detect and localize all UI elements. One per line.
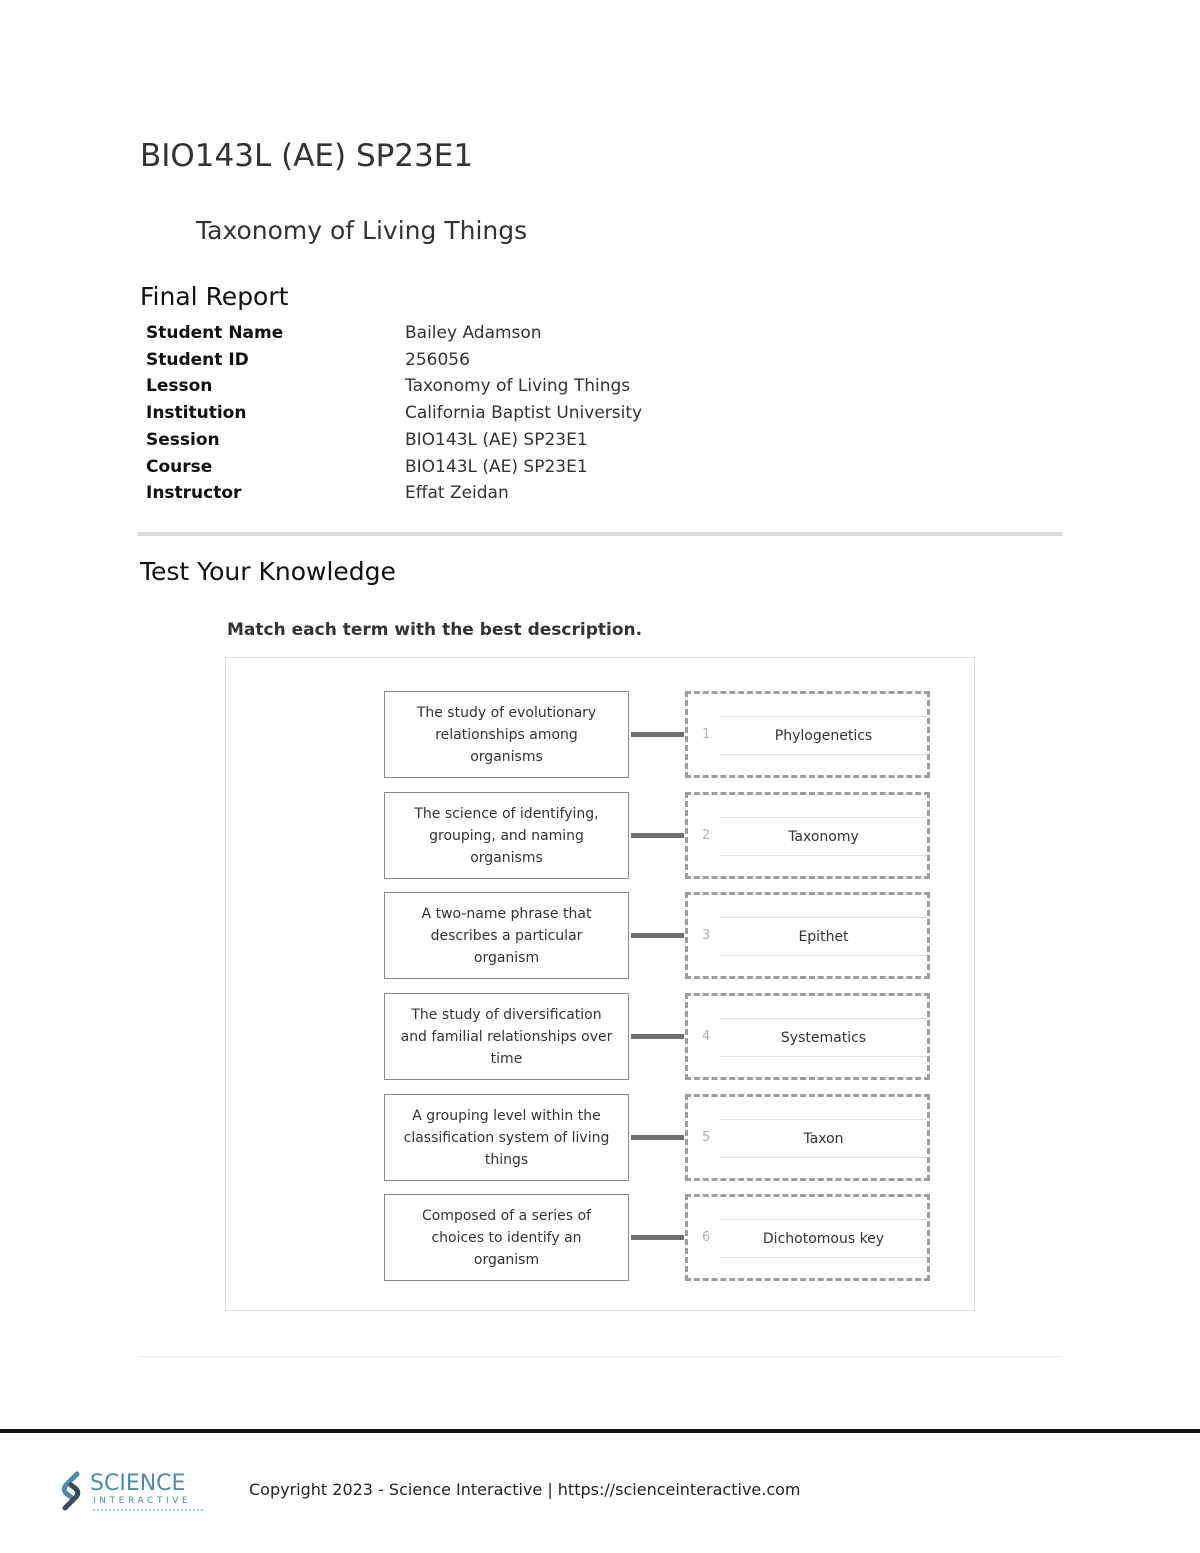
- description-card[interactable]: [384, 993, 629, 1080]
- match-connector: [631, 732, 684, 737]
- logo-subword: INTERACTIVE: [93, 1496, 192, 1506]
- term-label[interactable]: Epithet: [720, 917, 927, 956]
- footer-rule: [0, 1429, 1200, 1433]
- report-value: California Baptist University: [405, 403, 643, 424]
- report-row-lesson: [146, 373, 642, 400]
- description-text: A grouping level within the classification system of living things: [403, 1107, 610, 1168]
- description-text: A two-name phrase that describes a particular organism: [421, 905, 592, 966]
- quiz-instruction: Match each term with the best description.: [227, 620, 643, 640]
- report-label: Student ID: [146, 349, 249, 370]
- final-report-heading: Final Report: [140, 282, 289, 311]
- term-label[interactable]: Taxon: [720, 1119, 927, 1158]
- description-card[interactable]: [384, 691, 629, 778]
- report-value: BIO143L (AE) SP23E1: [405, 429, 588, 450]
- report-row-instructor: [146, 480, 642, 507]
- section-divider: [138, 1356, 1062, 1357]
- section-divider: [138, 532, 1062, 536]
- match-connector: [631, 833, 684, 838]
- description-card[interactable]: [384, 892, 629, 979]
- report-info-table: [146, 320, 642, 507]
- term-drop-zone[interactable]: [685, 1194, 930, 1281]
- term-number: 3: [702, 928, 711, 943]
- term-drop-zone[interactable]: [685, 993, 930, 1080]
- term-label[interactable]: Taxonomy: [720, 817, 927, 856]
- lesson-title: Taxonomy of Living Things: [196, 216, 528, 245]
- science-interactive-logo: [57, 1468, 207, 1516]
- match-connector: [631, 1135, 684, 1140]
- description-text: Composed of a series of choices to identify an organism: [421, 1207, 592, 1268]
- course-title: BIO143L (AE) SP23E1: [140, 138, 474, 174]
- report-label: Institution: [146, 403, 247, 424]
- footer-copyright: Copyright 2023 - Science Interactive | https://scienceinteractive.com: [249, 1480, 801, 1499]
- description-card[interactable]: [384, 792, 629, 879]
- match-connector: [631, 933, 684, 938]
- term-drop-zone[interactable]: [685, 691, 930, 778]
- description-card[interactable]: [384, 1194, 629, 1281]
- report-label: Course: [146, 456, 213, 477]
- report-label: Lesson: [146, 376, 213, 397]
- report-row-student-name: [146, 320, 642, 347]
- logo-word: SCIENCE: [90, 1471, 186, 1496]
- logo-mark-icon: [64, 1474, 78, 1508]
- term-number: 4: [702, 1029, 711, 1044]
- description-card[interactable]: [384, 1094, 629, 1181]
- report-label: Instructor: [146, 483, 242, 504]
- report-label: Student Name: [146, 323, 284, 343]
- report-row-session: [146, 427, 642, 454]
- description-text: The study of diversification and familial relationships over time: [400, 1006, 613, 1067]
- term-number: 2: [702, 828, 711, 843]
- match-connector: [631, 1235, 684, 1240]
- term-label[interactable]: Dichotomous key: [720, 1219, 927, 1258]
- report-value: Taxonomy of Living Things: [405, 376, 631, 397]
- report-row-institution: [146, 400, 642, 427]
- report-value: BIO143L (AE) SP23E1: [405, 456, 588, 477]
- term-label[interactable]: Systematics: [720, 1018, 927, 1057]
- term-label[interactable]: Phylogenetics: [720, 716, 927, 755]
- term-number: 5: [702, 1130, 711, 1145]
- test-knowledge-heading: Test Your Knowledge: [140, 557, 396, 586]
- report-row-course: [146, 454, 642, 481]
- term-drop-zone[interactable]: [685, 892, 930, 979]
- term-number: 1: [702, 727, 711, 742]
- term-drop-zone[interactable]: [685, 1094, 930, 1181]
- report-value: 256056: [405, 349, 470, 370]
- report-value: Bailey Adamson: [405, 323, 542, 343]
- term-drop-zone[interactable]: [685, 792, 930, 879]
- description-text: The study of evolutionary relationships among organisms: [416, 704, 597, 765]
- report-label: Session: [146, 429, 220, 450]
- match-connector: [631, 1034, 684, 1039]
- description-text: The science of identifying, grouping, and naming organisms: [414, 805, 599, 866]
- term-number: 6: [702, 1230, 711, 1245]
- report-row-student-id: [146, 347, 642, 374]
- report-value: Effat Zeidan: [405, 483, 509, 504]
